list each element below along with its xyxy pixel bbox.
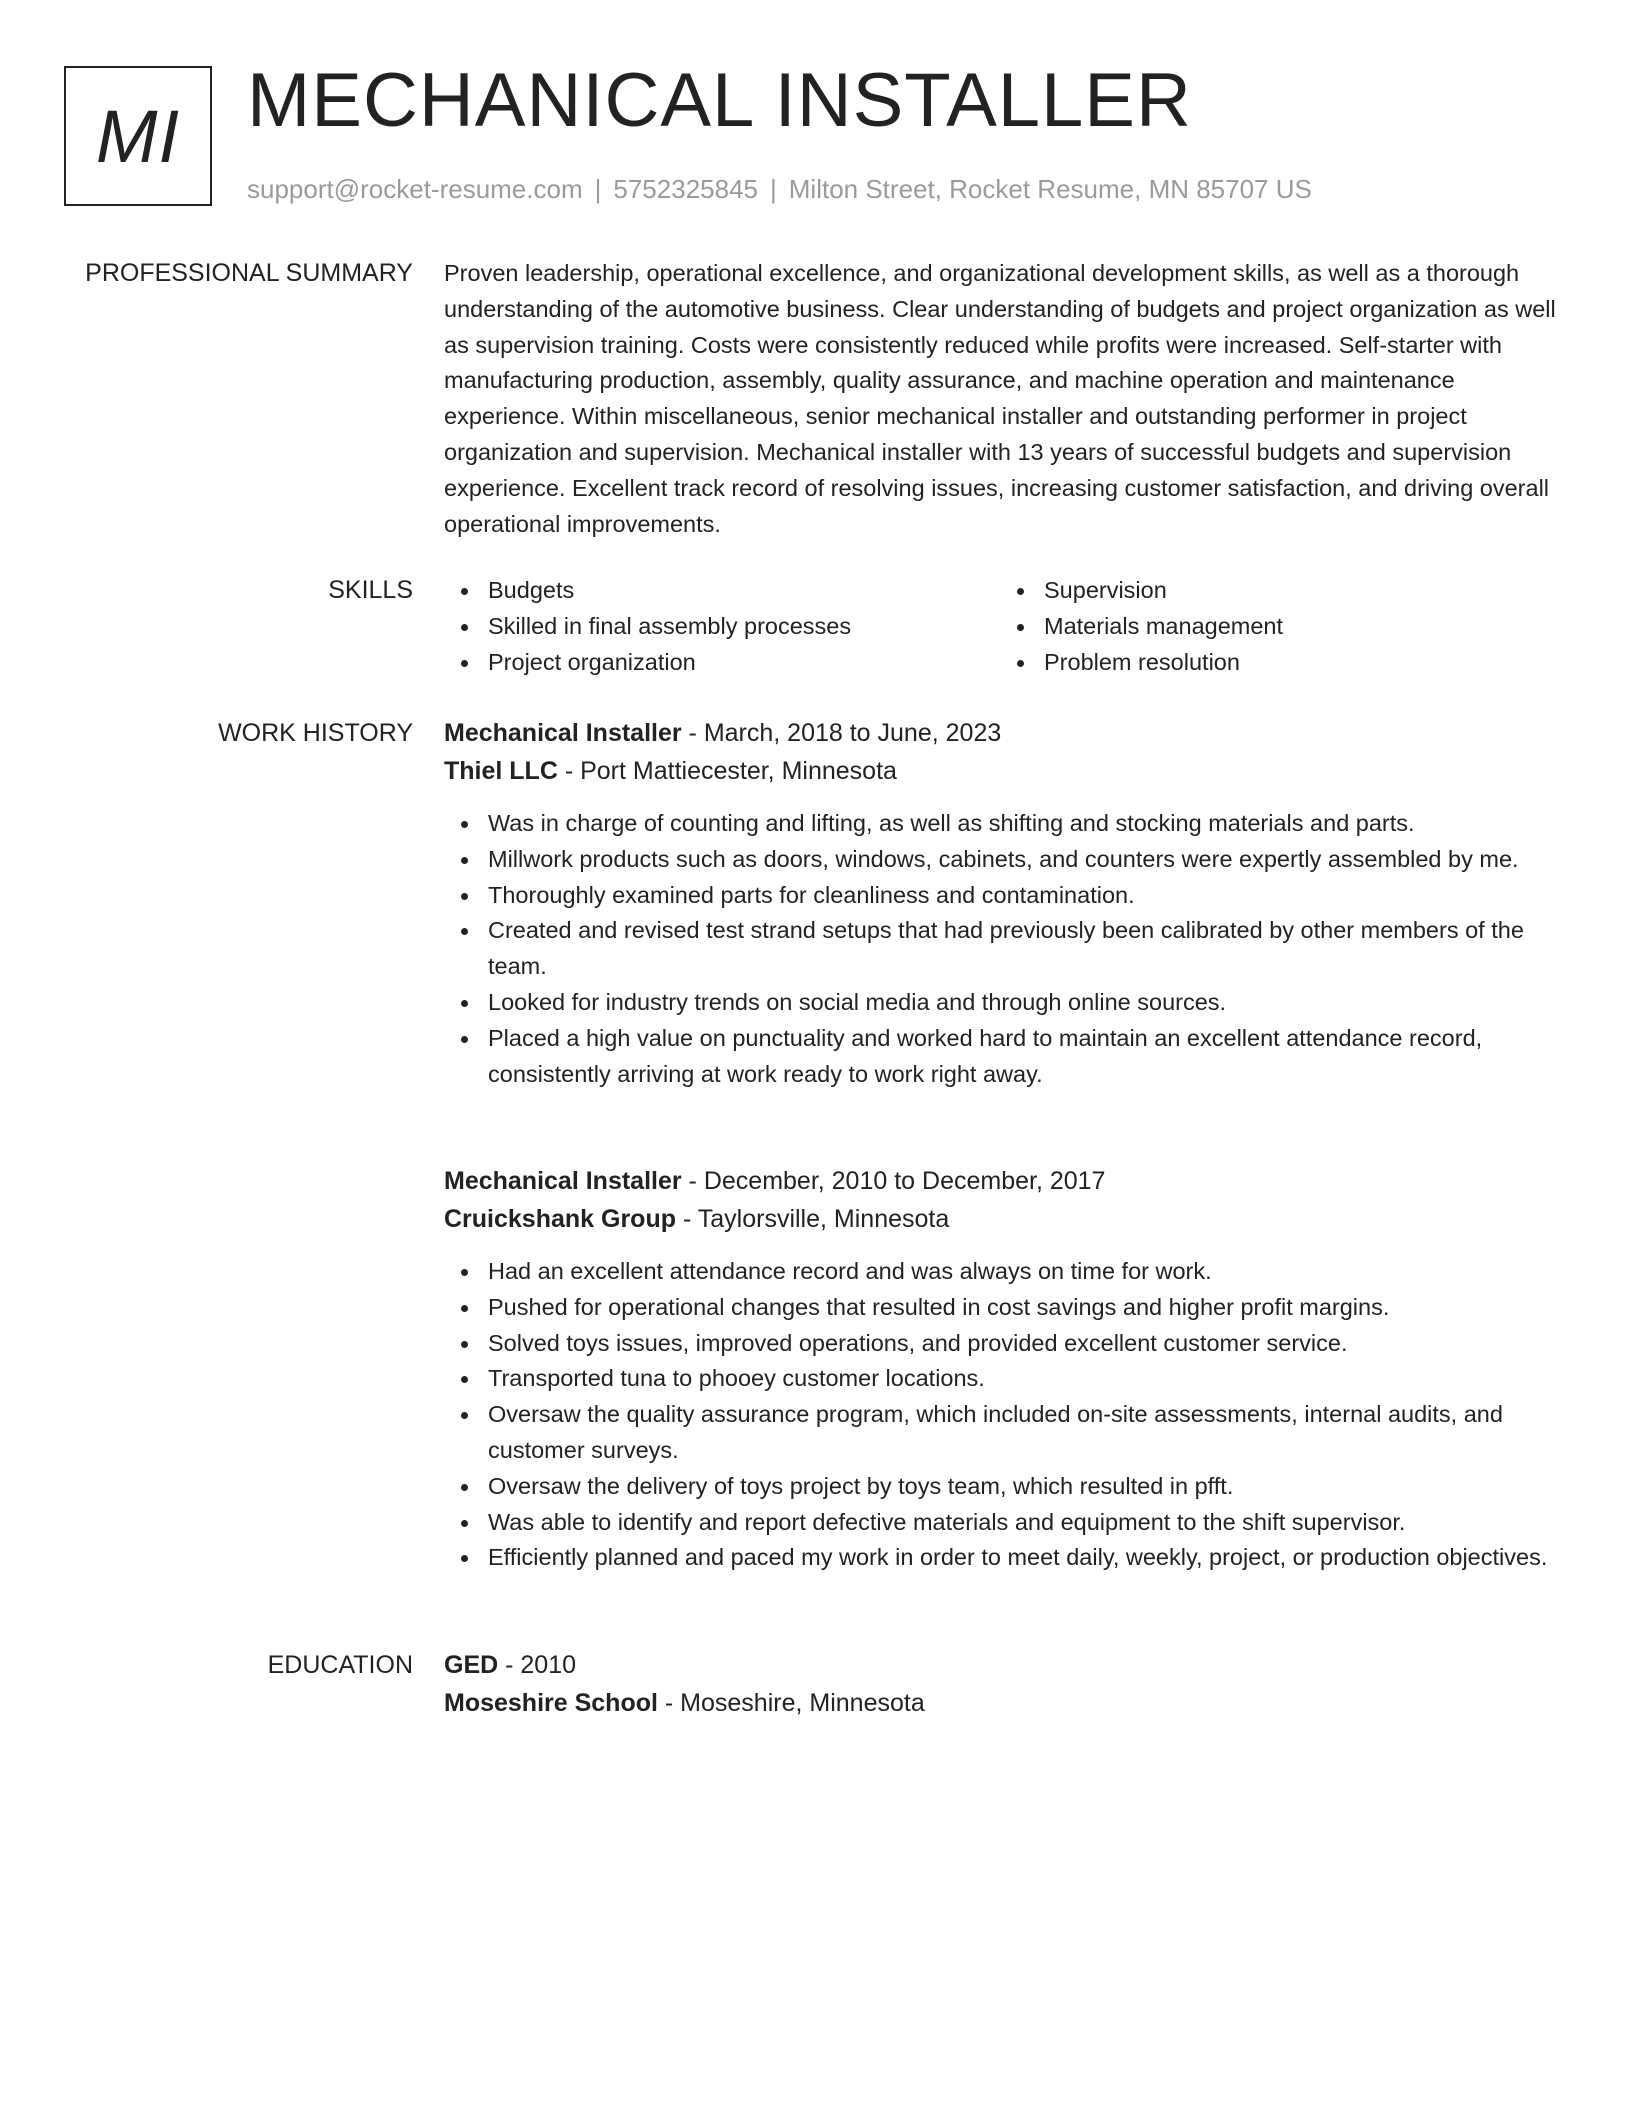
education-school: Moseshire School <box>444 1689 658 1717</box>
job-duty: Solved toys issues, improved operations, and provided excellent customer service. <box>488 1326 1556 1362</box>
education-year: - 2010 <box>498 1651 577 1679</box>
job-duty: Looked for industry trends on social media and through online sources. <box>488 985 1556 1021</box>
job-duty: Oversaw the delivery of toys project by toys team, which resulted in pfft. <box>488 1469 1556 1505</box>
job-company: Cruickshank Group <box>444 1205 676 1233</box>
summary-section <box>444 256 1556 542</box>
job-duties-list <box>444 806 1556 1092</box>
summary-heading: PROFESSIONAL SUMMARY <box>85 259 413 287</box>
skill-item: Budgets <box>488 573 1000 609</box>
job-duty: Transported tuna to phooey customer locations. <box>488 1361 1556 1397</box>
contact-line <box>247 172 1312 206</box>
job-title-line <box>444 1162 1556 1200</box>
education-section <box>444 1646 1556 1722</box>
skills-list-right <box>1000 573 1556 680</box>
job-duty: Efficiently planned and paced my work in order to meet daily, weekly, project, or production objectives. <box>488 1540 1556 1576</box>
resume-name: MECHANICAL INSTALLER <box>247 58 1192 143</box>
skill-item: Skilled in final assembly processes <box>488 609 1000 645</box>
job-entry <box>444 1162 1556 1576</box>
job-duty: Millwork products such as doors, windows, cabinets, and counters were expertly assembled by me. <box>488 842 1556 878</box>
skill-item: Supervision <box>1044 573 1556 609</box>
job-location: - Port Mattiecester, Minnesota <box>557 757 897 785</box>
summary-text: Proven leadership, operational excellence, and organizational development skills, as well as a thorough understanding of the automotive business. Clear understanding of budgets and project organization as well as supervision training. Costs were consistently reduced while profits were increased. Self-starter with manufacturing production, assembly, quality assurance, and machine operation and maintenance experience. Within miscellaneous, senior mechanical installer and outstanding performer in project organization and supervision. Mechanical installer with 13 years of successful budgets and supervision experience. Excellent track record of resolving issues, increasing customer satisfaction, and driving overall operational improvements. <box>444 260 1556 537</box>
job-company-line <box>444 752 1556 790</box>
education-degree-line <box>444 1646 1556 1684</box>
job-duty: Created and revised test strand setups that had previously been calibrated by other members of the team. <box>488 913 1556 985</box>
skill-item: Problem resolution <box>1044 645 1556 681</box>
contact-separator: | <box>594 174 602 204</box>
skill-item: Project organization <box>488 645 1000 681</box>
job-company: Thiel LLC <box>444 757 558 785</box>
job-company-line <box>444 1200 1556 1238</box>
contact-separator: | <box>770 174 777 204</box>
job-title-line <box>444 714 1556 752</box>
skills-section <box>444 573 1556 680</box>
work-history-heading: WORK HISTORY <box>218 719 413 747</box>
job-duty: Pushed for operational changes that resulted in cost savings and higher profit margins. <box>488 1290 1556 1326</box>
skills-heading: SKILLS <box>328 576 413 604</box>
job-duty: Oversaw the quality assurance program, which included on-site assessments, internal audits, and customer surveys. <box>488 1397 1556 1469</box>
skill-item: Materials management <box>1044 609 1556 645</box>
job-title: Mechanical Installer <box>444 719 682 747</box>
monogram: MI <box>64 66 212 206</box>
job-duty: Was in charge of counting and lifting, as well as shifting and stocking materials and parts. <box>488 806 1556 842</box>
education-school-line <box>444 1684 1556 1722</box>
education-location: - Moseshire, Minnesota <box>657 1689 925 1717</box>
job-dates: - March, 2018 to June, 2023 <box>681 719 1002 747</box>
job-duty: Thoroughly examined parts for cleanliness and contamination. <box>488 878 1556 914</box>
education-degree: GED <box>444 1651 499 1679</box>
job-dates: - December, 2010 to December, 2017 <box>681 1167 1106 1195</box>
job-duty: Placed a high value on punctuality and worked hard to maintain an excellent attendance record, consistently arriving at work ready to work right away. <box>488 1021 1556 1093</box>
job-duties-list <box>444 1254 1556 1576</box>
job-entry <box>444 714 1556 1092</box>
job-title: Mechanical Installer <box>444 1167 682 1195</box>
job-location: - Taylorsville, Minnesota <box>676 1205 950 1233</box>
contact-address: Milton Street, Rocket Resume, MN 85707 US <box>788 174 1312 204</box>
job-duty: Had an excellent attendance record and was always on time for work. <box>488 1254 1556 1290</box>
education-heading: EDUCATION <box>267 1651 413 1679</box>
contact-phone: 5752325845 <box>613 174 758 204</box>
contact-email: support@rocket-resume.com <box>247 174 583 204</box>
skills-list-left <box>444 573 1000 680</box>
job-duty: Was able to identify and report defective materials and equipment to the shift supervisor. <box>488 1505 1556 1541</box>
